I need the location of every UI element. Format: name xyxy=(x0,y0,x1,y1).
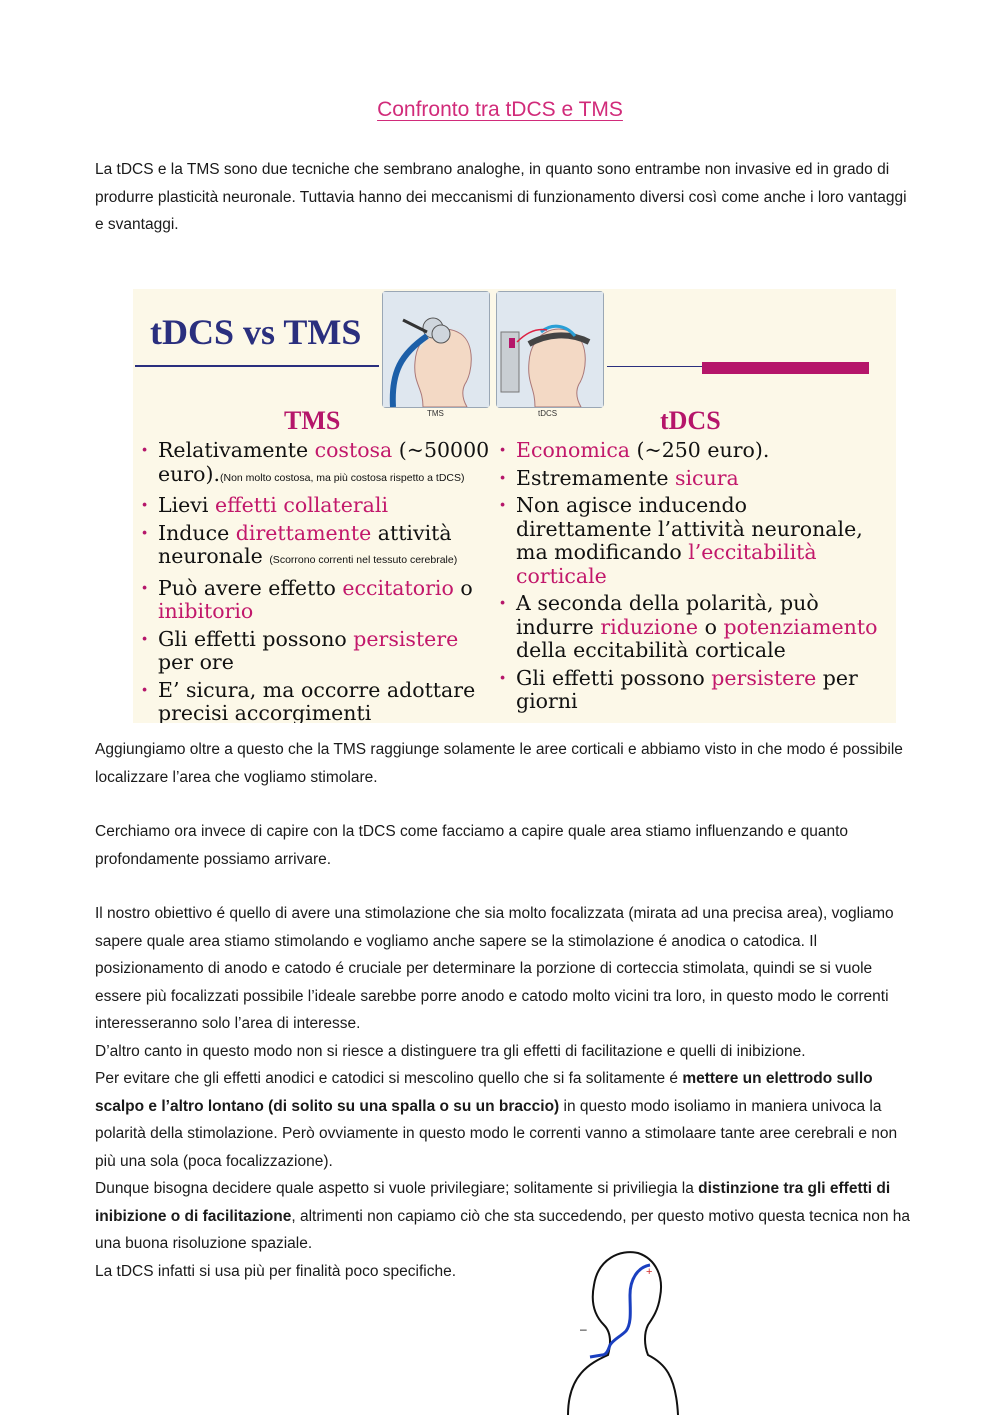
list-item: · Non agisce inducendo direttamente l’attività neuronale, ma modificando l’eccitabilità corticale xyxy=(493,494,888,588)
intro-paragraph: La tDCS e la TMS sono due tecniche che sembrano analoghe, in quanto sono entrambe non invasive ed in grado di produrre plasticità neuronale. Tuttavia hanno dei meccanismi di funzionamento diversi così come anche i loro vantaggi e svantaggi. xyxy=(95,161,907,233)
list-item: · Gli effetti possono persistere per ore xyxy=(135,628,495,675)
list-item: · Gli effetti possono persistere per giorni xyxy=(493,667,888,714)
list-item: · Relativamente costosa (~50000 euro).(Non molto costosa, ma più costosa rispetto a tDCS) xyxy=(135,439,495,490)
slide-rule-right xyxy=(607,366,702,367)
tms-heading: TMS xyxy=(284,406,341,435)
tdcs-list xyxy=(493,439,888,718)
slide-rule-left xyxy=(135,365,379,367)
list-item: · Lievi effetti collaterali xyxy=(135,494,495,518)
electrode-placement-figure xyxy=(560,1245,680,1415)
list-item: · A seconda della polarità, può indurre riduzione o potenziamento della eccitabilità corticale xyxy=(493,592,888,663)
list-item: · Induce direttamente attività neuronale (Scorrono correnti nel tessuto cerebrale) xyxy=(135,522,495,573)
page-title: Confronto tra tDCS e TMS xyxy=(377,98,623,121)
list-item: · Economica (~250 euro). xyxy=(493,439,888,463)
list-item: · Estremamente sicura xyxy=(493,467,888,491)
cathode-label: – xyxy=(580,1322,587,1336)
tms-list xyxy=(135,439,495,723)
paragraph-focalization: Il nostro obiettivo é quello di avere una stimolazione che sia molto focalizzata (mirata ad una precisa area), vogliamo sapere quale area stiamo stimolando e vogliamo anche sapere se la stimolazione é anodica o catodica. Il posizionamento di anodo e catodo é cruciale per determinare la porzione di corteccia stimolata, quindi se si vuole essere più focalizzati possibile l’ideale sarebbe porre anodo e catodo molto vicini tra loro, in questo modo le correnti interesseranno solo l’area di interesse. D’altro canto in questo modo non si riesce a distinguere tra gli effetti di facilitazione e quelli di inibizione. Per evitare che gli effetti anodici e catodici si mescolino quello che si fa solitamente é mettere un elettrodo sullo scalpo e l’altro lontano (di solito su una spalla o su un braccio) in questo modo isoliamo in maniera univoca la polarità della stimolazione. Però ovviamente in questo modo le correnti vanno a stimolaare tante aree cerebrali e non più una sola (poca focalizzazione). Dunque bisogna decidere quale aspetto si vuole privilegiare; solitamente si priviliegia la distinzione tra gli effetti di inibizione o di facilitazione, altrimenti non capiamo ciò che sta succedendo, per questo motivo questa tecnica non ha una buona risoluzione spaziale. La tDCS infatti si usa più per finalità poco specifiche. xyxy=(95,905,911,1280)
tdcs-photo-caption: tDCS xyxy=(538,409,558,418)
paragraph-tdcs-question: Cerchiamo ora invece di capire con la tDCS come facciamo a capire quale area stiamo influenzando e quanto profondamente possiamo arrivare. xyxy=(95,823,849,868)
slide-title: tDCS vs TMS xyxy=(150,312,362,352)
tdcs-heading: tDCS xyxy=(660,406,721,435)
anode-label: + xyxy=(646,1266,653,1278)
tms-photo-caption: TMS xyxy=(427,409,444,418)
list-item: · E’ sicura, ma occorre adottare precisi accorgimenti xyxy=(135,679,495,724)
comparison-slide xyxy=(133,289,896,723)
tms-photo xyxy=(382,291,490,408)
list-item: · Può avere effetto eccitatorio o inibitorio xyxy=(135,577,495,624)
paragraph-tms-reach: Aggiungiamo oltre a questo che la TMS raggiunge solamente le aree corticali e abbiamo visto in che modo é possibile localizzare l’area che vogliamo stimolare. xyxy=(95,741,903,786)
tdcs-photo xyxy=(496,291,604,408)
slide-accent-bar xyxy=(702,362,869,374)
